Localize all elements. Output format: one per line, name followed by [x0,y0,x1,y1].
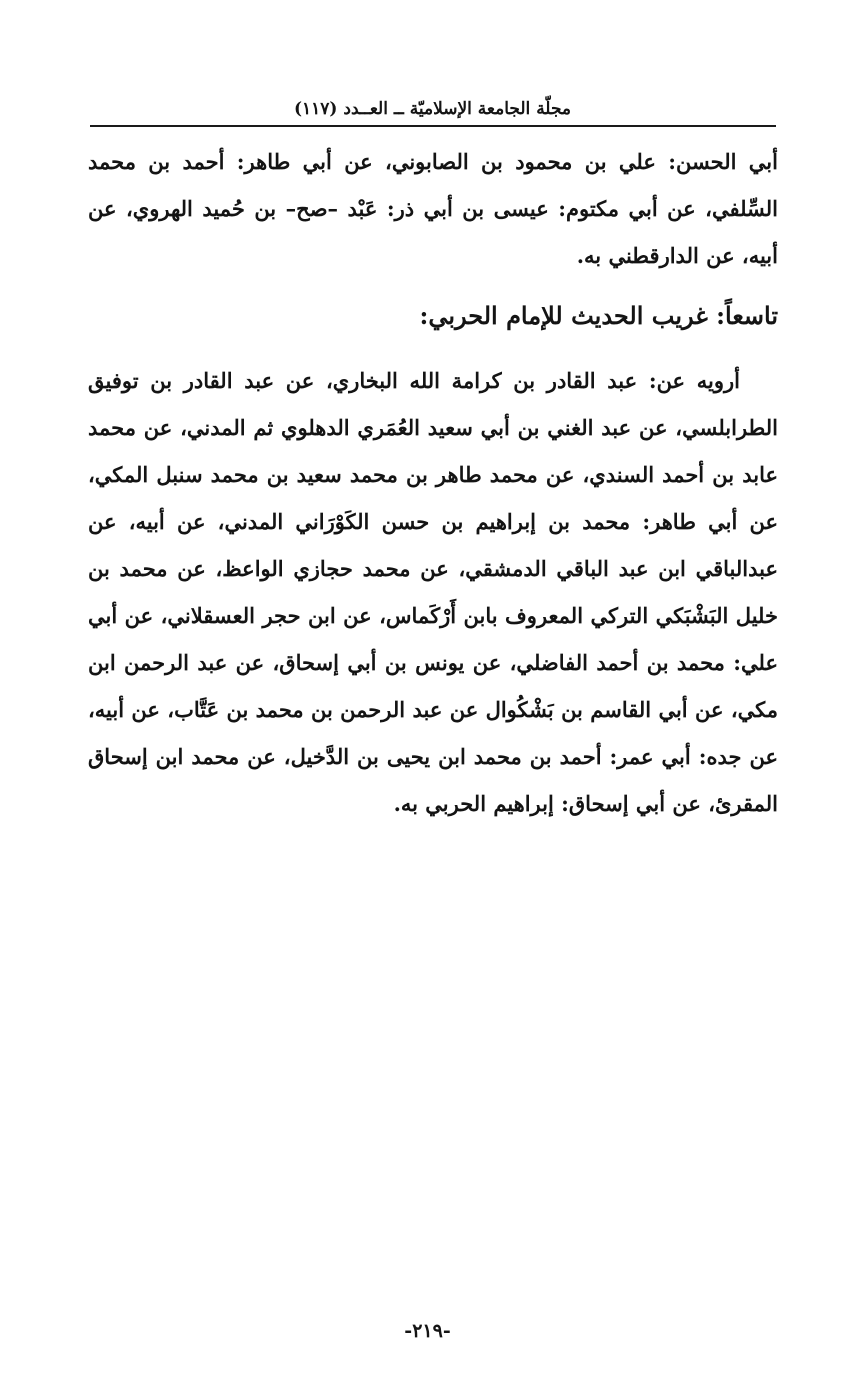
page-number: -٢١٩- [404,1320,451,1342]
paragraph-2: أرويه عن: عبد القادر بن كرامة الله البخاري، عن عبد القادر بن توفيق الطرابلسي، عن عبد الغني بن أبي سعيد العُمَري الدهلوي ثم المدني، عن محمد عابد بن أحمد السندي، عن محمد طاهر بن محمد سعيد بن محمد سنبل المكي، عن أبي طاهر: محمد بن إبراهيم بن حسن الكَوْرَاني المدني، عن أبيه، عن عبدالباقي ابن عبد الباقي الدمشقي، عن محمد حجازي الواعظ، عن محمد بن خليل البَشْبَكي التركي المعروف بابن أَرْكَماس، عن ابن حجر العسقلاني، عن أبي علي: محمد بن أحمد الفاضلي، عن يونس بن أبي إسحاق، عن عبد الرحمن ابن مكي، عن أبي القاسم بن بَشْكُوال عن عبد الرحمن بن محمد بن عَتَّاب، عن أبيه، عن جده: أبي عمر: أحمد بن محمد ابن يحيى بن الدَّخيل، عن محمد ابن إسحاق المقرئ، عن أبي إسحاق: إبراهيم الحربي به. [88,368,778,816]
main-text [88,138,778,827]
header-divider [90,125,776,127]
running-header: مجلّة الجامعة الإسلاميّة ــ العــدد (١١٧) [293,99,572,119]
section-heading: تاسعاً: غريب الحديث للإمام الحربي: [419,301,778,330]
paragraph-1: أبي الحسن: علي بن محمود بن الصابوني، عن أبي طاهر: أحمد بن محمد السِّلفي، عن أبي مكتوم: عيسى بن أبي ذر: عَبْد –صح– بن حُميد الهروي، عن أبيه، عن الدارقطني به. [88,149,778,268]
